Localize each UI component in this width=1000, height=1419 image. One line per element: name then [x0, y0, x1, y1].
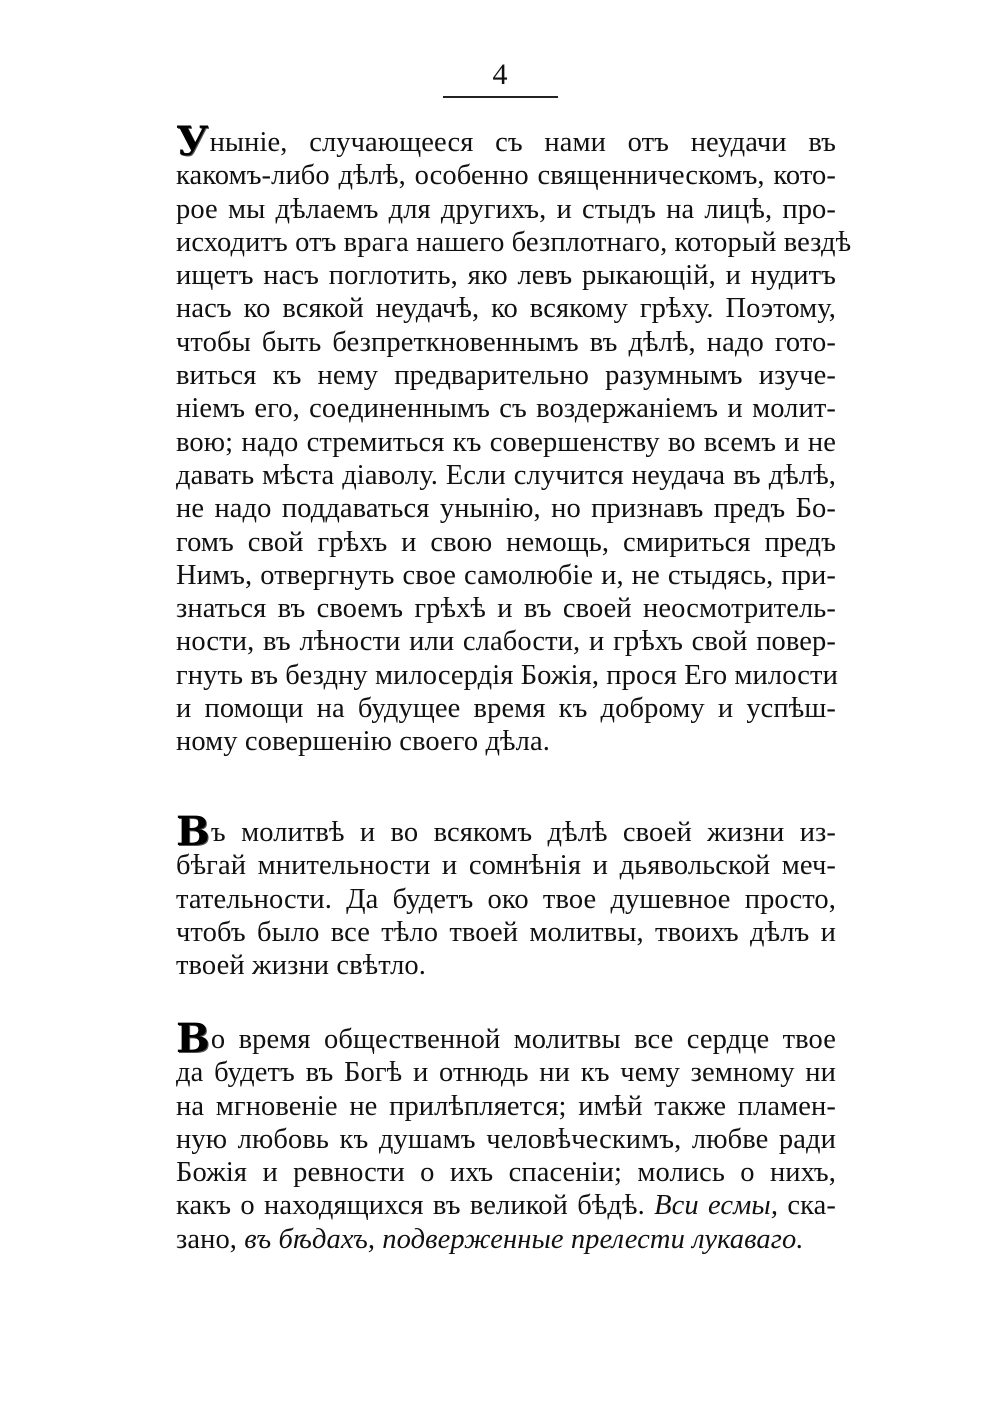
paragraph-1	[176, 118, 852, 759]
paragraph-line: не надо поддаваться унынію, но признавъ предъ Бо-	[176, 493, 836, 525]
paragraph-line: тательности. Да будетъ око твое душевное просто,	[176, 883, 836, 915]
paragraph-3	[176, 1015, 836, 1256]
paragraph-2	[176, 808, 836, 982]
paragraph-line: давать мѣста діаволу. Если случится неудача въ дѣлѣ,	[176, 459, 836, 491]
paragraph-line: знаться въ своемъ грѣхѣ и въ своей неосмотритель-	[176, 593, 836, 625]
paragraph-line: ніемъ его, соединеннымъ съ воздержаніемъ и молит-	[176, 393, 836, 425]
paragraph-line: какъ о находящихся въ великой бѣдѣ. Вси есмы, ска-	[176, 1190, 836, 1222]
paragraph-line: ному совершенію своего дѣла.	[176, 726, 550, 758]
paragraph-line: Нимъ, отвергнуть свое самолюбіе и, не стыдясь, при-	[176, 559, 836, 591]
page-number-rule	[443, 96, 558, 98]
paragraph-line: гомъ свой грѣхъ и свою немощь, смириться предъ	[176, 526, 836, 558]
paragraph-line: ности, въ лѣности или слабости, и грѣхъ свой повер-	[176, 626, 836, 658]
paragraph-line: чтобъ было все тѣло твоей молитвы, твоихъ дѣлъ и	[176, 916, 836, 948]
paragraph-line: Божія и ревности о ихъ спасеніи; молись о нихъ,	[176, 1157, 836, 1189]
paragraph-line: вою; надо стремиться къ совершенству во всемъ и не	[176, 426, 836, 458]
paragraph-line: Во время общественной молитвы все сердце твое	[176, 1015, 836, 1062]
paragraph-line: твоей жизни свѣтло.	[176, 950, 426, 982]
paragraph-line: гнуть въ бездну милосердія Божія, прося Его милости	[176, 659, 838, 691]
paragraph-line: зано, въ бѣдахъ, подверженные прелести лукаваго.	[176, 1223, 804, 1255]
drop-cap: В	[176, 808, 210, 855]
italic-quote: въ бѣдахъ, подверженные прелести лукаваго.	[244, 1223, 804, 1255]
paragraph-line: рое мы дѣлаемъ для другихъ, и стыдъ на лицѣ, про-	[176, 193, 836, 225]
paragraph-line: на мгновеніе не прилѣпляется; имѣй также пламен-	[176, 1090, 836, 1122]
paragraph-line: виться къ нему предварительно разумнымъ изуче-	[176, 360, 836, 392]
paragraph-line: чтобы быть безпреткновеннымъ въ дѣлѣ, надо гото-	[176, 326, 836, 358]
paragraph-line: Уныніе, случающееся съ нами отъ неудачи въ	[176, 118, 836, 165]
paragraph-line: ищетъ насъ поглотить, яко левъ рыкающій, и нудитъ	[176, 260, 836, 292]
paragraph-line: какомъ-либо дѣлѣ, особенно священническомъ, кото-	[176, 160, 836, 192]
page-number: 4	[492, 58, 508, 91]
paragraph-line: и помощи на будущее время къ доброму и успѣш-	[176, 693, 836, 725]
drop-cap: В	[176, 1015, 210, 1062]
paragraph-line: да будетъ въ Богѣ и отнюдь ни къ чему земному ни	[176, 1057, 836, 1089]
paragraph-line: ную любовь къ душамъ человѣческимъ, любве ради	[176, 1123, 836, 1155]
paragraph-line: Въ молитвѣ и во всякомъ дѣлѣ своей жизни из-	[176, 808, 836, 855]
drop-cap: У	[176, 118, 209, 165]
paragraph-line: исходитъ отъ врага нашего безплотнаго, который вездѣ	[176, 226, 852, 258]
paragraph-line: насъ ко всякой неудачѣ, ко всякому грѣху. Поэтому,	[176, 293, 836, 325]
italic-quote: Вси есмы,	[654, 1190, 779, 1222]
paragraph-line: бѣгай мнительности и сомнѣнія и дьявольской меч-	[176, 850, 836, 882]
